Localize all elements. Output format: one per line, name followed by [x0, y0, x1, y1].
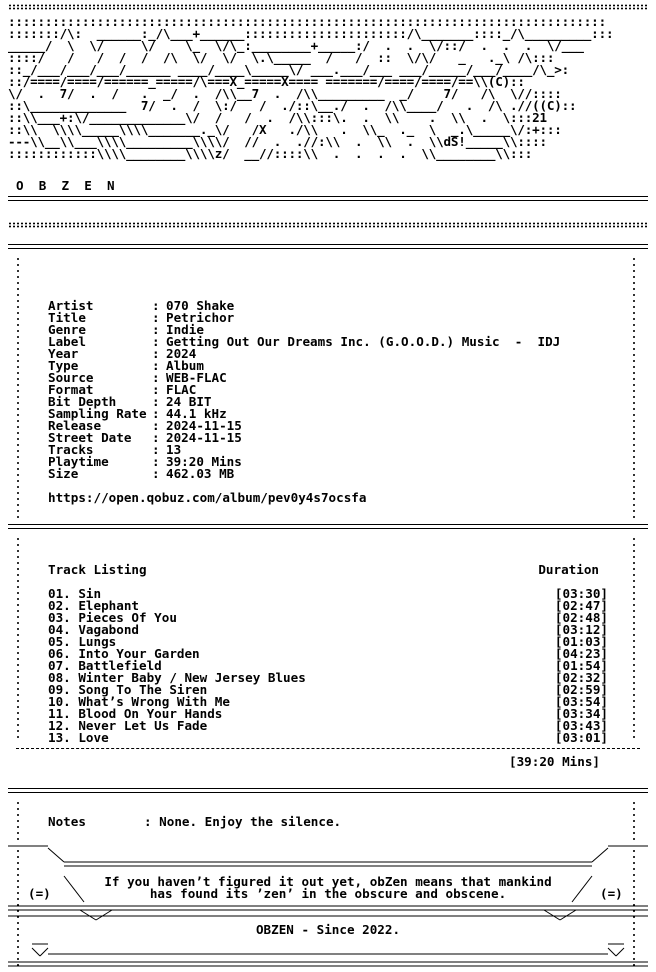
info-value: 2024-11-15 [166, 418, 242, 433]
ascii-banner-art: ::::::::::::::::::::::::::::::::::::::::::::::::::::::::::::::::::::::::::::::::: :::::::/\: ______:_/\___+______::::::::::::::::::::::/\_______::::_/\_________::: _____/ \ \/ \/ \_ \/\_:________+_____:/ . . \/::/ . . . \/___ ::::/ / / / / /\ \/ \/ \.\_____ / / :: \/\/ _ ._\ /\::: ::_/___/___/___/______ ____/____\_____\/ ___.___/___ ___/_____/___/____/\_>: ::/====/====/======_=====/\===X_=====X==== =======/====/====/==\\(C):: \/ . 7/ . / . _/ . /\\__7 . /\\_________ _/ 7/ /\ \//:::: ::\_____________ 7/ . / \:/ / ./::\__./ . /\\____/ . /\ .//((C):: ::\\___+:\/_____________\/ / / . /\\:::\. . \\ . \\ . \:::21 ::\\ \\\\_____\\\\_______._\/ /X ./\\ . \\_ ._ \ _.\_____\/:+::: ---\\__\\___\\\\_________\\\\/ // . .//:\\ . \\ . \\dS!_____\\:::: ::::::::::::\\\\________\\\\z/ __//::::\\ . . . . \\________\\::: [8, 14, 614, 161]
left-dotted-border-footer [16, 848, 20, 968]
track-duration: [03:30] [554, 586, 608, 601]
footer-message-line2: has found its ’zen’ in the obscure and obscene. [149, 886, 507, 901]
info-separator: : [152, 346, 160, 361]
info-value: 44.1 kHz [166, 406, 227, 421]
tracklist-total-rule [16, 748, 640, 750]
info-value: 24 BIT [166, 394, 212, 409]
info-key: Type [48, 358, 79, 373]
notes-top-rule [8, 788, 648, 789]
right-dotted-border [632, 256, 636, 518]
info-row [48, 468, 560, 480]
track-duration: [04:23] [554, 646, 608, 661]
info-value: WEB-FLAC [166, 370, 227, 385]
track-title: 03. Pieces Of You [48, 610, 177, 625]
track-title: 10. What’s Wrong With Me [48, 694, 230, 709]
right-dotted-border-notes [632, 800, 636, 840]
footer-right-ornament: (=) [600, 886, 623, 901]
left-dotted-border [16, 256, 20, 518]
total-playtime: [39:20 Mins] [509, 754, 600, 769]
info-separator: : [152, 442, 160, 457]
info-value: Indie [166, 322, 204, 337]
info-bottom-rule [8, 524, 648, 525]
track-duration: [02:32] [554, 670, 608, 685]
track-title: 11. Blood On Your Hands [48, 706, 223, 721]
info-separator: : [152, 358, 160, 373]
tracklist-header [48, 564, 608, 576]
group-signature: OBZEN - Since 2022. [255, 922, 401, 937]
footer-left-ornament: (=) [28, 886, 51, 901]
track-duration: [02:59] [554, 682, 608, 697]
track-duration: [02:47] [554, 598, 608, 613]
info-row [48, 384, 560, 396]
info-key: Sampling Rate [48, 406, 147, 421]
release-info [48, 300, 560, 480]
info-row [48, 336, 560, 348]
info-value: Getting Out Our Dreams Inc. (G.O.O.D.) Music - IDJ [166, 334, 561, 349]
info-row [48, 312, 560, 324]
track-row [48, 624, 608, 636]
track-duration: [02:48] [554, 610, 608, 625]
left-dotted-border-notes [16, 800, 20, 840]
info-value: Album [166, 358, 204, 373]
track-duration: [03:12] [554, 622, 608, 637]
info-row [48, 360, 560, 372]
info-key: Format [48, 382, 94, 397]
info-key: Genre [48, 322, 86, 337]
info-key: Street Date [48, 430, 132, 445]
album-url-link[interactable]: https://open.qobuz.com/album/pev0y4s7ocsfa [48, 490, 367, 505]
info-value: Petrichor [166, 310, 235, 325]
info-key: Playtime [48, 454, 109, 469]
info-key: Label [48, 334, 86, 349]
info-separator: : [152, 310, 160, 325]
info-separator: : [152, 466, 160, 481]
info-separator: : [152, 298, 160, 313]
track-duration: [03:54] [554, 694, 608, 709]
info-row [48, 300, 560, 312]
track-row [48, 732, 608, 744]
info-top-rule [8, 244, 648, 245]
right-dotted-border-tracks [632, 536, 636, 742]
info-separator: : [152, 418, 160, 433]
duration-heading: Duration [538, 562, 599, 577]
info-separator: : [152, 370, 160, 385]
track-duration: [03:01] [554, 730, 608, 745]
left-dotted-border-tracks [16, 536, 20, 742]
notes-top-rule-2 [8, 792, 648, 793]
info-key: Year [48, 346, 79, 361]
track-title: 05. Lungs [48, 634, 117, 649]
right-dotted-border-footer [632, 848, 636, 968]
track-title: 07. Battlefield [48, 658, 162, 673]
section-dotted-divider [8, 222, 648, 228]
top-dotted-border [8, 4, 648, 10]
track-duration: [01:03] [554, 634, 608, 649]
track-title: 09. Song To The Siren [48, 682, 208, 697]
info-value: 070 Shake [166, 298, 235, 313]
info-key: Artist [48, 298, 94, 313]
banner-base-rule [8, 196, 648, 197]
info-separator: : [152, 322, 160, 337]
track-duration: [01:54] [554, 658, 608, 673]
info-bottom-rule-2 [8, 528, 648, 529]
info-key: Source [48, 370, 94, 385]
info-row [48, 372, 560, 384]
group-handle: O B Z E N [16, 178, 115, 193]
notes-value: : None. Enjoy the silence. [144, 814, 342, 829]
info-top-rule-2 [8, 248, 648, 249]
info-key: Bit Depth [48, 394, 117, 409]
info-value: 462.03 MB [166, 466, 235, 481]
info-separator: : [152, 454, 160, 469]
track-title: 08. Winter Baby / New Jersey Blues [48, 670, 306, 685]
track-row [48, 720, 608, 732]
info-separator: : [152, 334, 160, 349]
track-title: 04. Vagabond [48, 622, 139, 637]
track-title: 01. Sin [48, 586, 102, 601]
info-separator: : [152, 394, 160, 409]
info-value: 2024 [166, 346, 197, 361]
tracklist-heading: Track Listing [48, 562, 147, 577]
footer-frame [0, 840, 656, 972]
track-title: 02. Elephant [48, 598, 139, 613]
info-value: 39:20 Mins [166, 454, 242, 469]
track-duration: [03:34] [554, 706, 608, 721]
info-row [48, 408, 560, 420]
track-title: 06. Into Your Garden [48, 646, 200, 661]
info-row [48, 432, 560, 444]
info-key: Release [48, 418, 102, 433]
notes-key: Notes [48, 814, 86, 829]
track-list [48, 588, 608, 744]
banner-base-rule-2 [8, 200, 648, 201]
info-row [48, 444, 560, 456]
info-separator: : [152, 382, 160, 397]
info-value: 13 [166, 442, 182, 457]
info-key: Size [48, 466, 79, 481]
info-row [48, 348, 560, 360]
track-title: 12. Never Let Us Fade [48, 718, 208, 733]
info-separator: : [152, 430, 160, 445]
info-value: 2024-11-15 [166, 430, 242, 445]
info-separator: : [152, 406, 160, 421]
track-title: 13. Love [48, 730, 109, 745]
info-key: Title [48, 310, 86, 325]
info-key: Tracks [48, 442, 94, 457]
info-row [48, 456, 560, 468]
info-value: FLAC [166, 382, 197, 397]
footer-message-line1: If you haven’t figured it out yet, obZen means that mankind [104, 874, 552, 889]
track-duration: [03:43] [554, 718, 608, 733]
notes-row [48, 816, 341, 828]
